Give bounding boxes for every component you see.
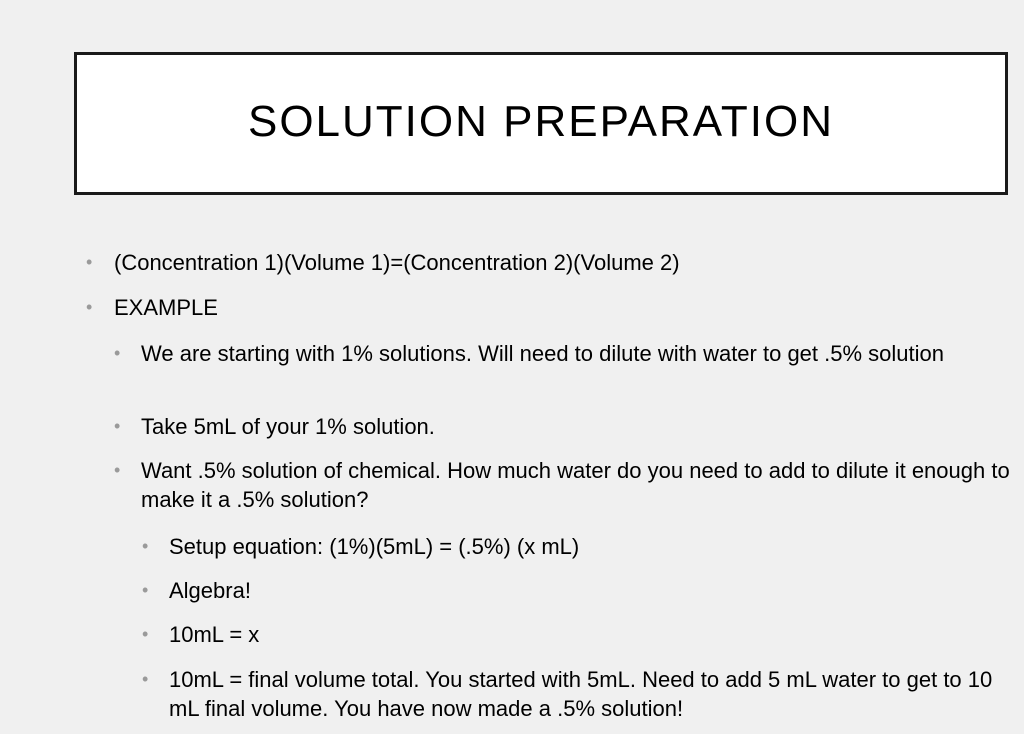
bullet-marker: • — [142, 624, 149, 644]
bullet-marker: • — [86, 297, 93, 317]
bullet-item: 10mL = x — [169, 622, 260, 647]
slide-title: SOLUTION PREPARATION — [247, 96, 834, 146]
bullet-marker: • — [142, 536, 149, 556]
bullet-marker: • — [142, 580, 149, 600]
bullet-item: Take 5mL of your 1% solution. — [141, 414, 435, 439]
bullet-marker: • — [86, 252, 93, 272]
bullet-item: Setup equation: (1%)(5mL) = (.5%) (x mL) — [169, 534, 580, 559]
bullet-item: EXAMPLE — [114, 295, 218, 320]
bullet-item: We are starting with 1% solutions. Will need to dilute with water to get .5% solution — [141, 341, 944, 366]
bullet-marker: • — [114, 343, 121, 363]
bullet-marker: • — [142, 669, 149, 689]
bullet-item: Want .5% solution of chemical. How much water do you need to add to dilute it enough to make it a .5% solution? — [141, 458, 1010, 512]
bullet-item: Algebra! — [169, 578, 251, 603]
bullet-marker: • — [114, 460, 121, 480]
bullet-item: 10mL = final volume total. You started with 5mL. Need to add 5 mL water to get to 10 mL final volume. You have now made a .5% solution! — [169, 667, 993, 721]
bullet-marker: • — [114, 416, 121, 436]
bullet-item: (Concentration 1)(Volume 1)=(Concentration 2)(Volume 2) — [114, 250, 680, 275]
